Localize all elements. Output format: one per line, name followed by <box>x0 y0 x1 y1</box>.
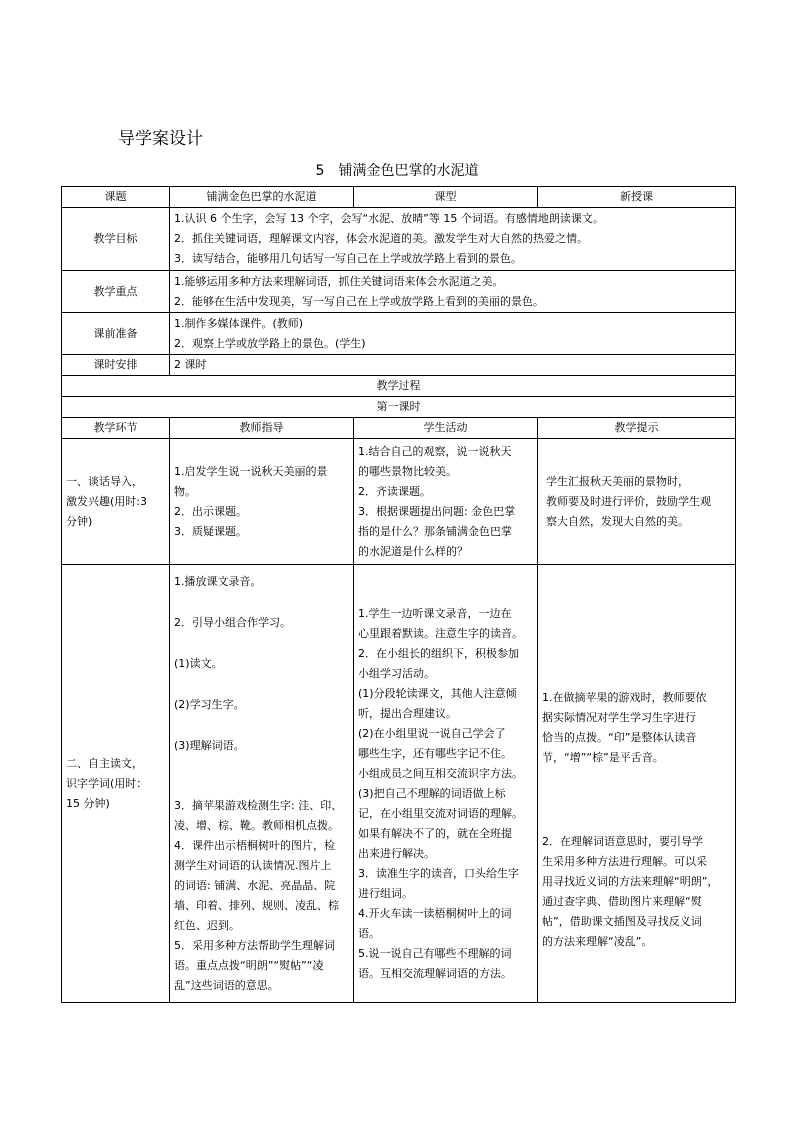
process-row <box>62 376 736 397</box>
text-line: 3．根据课题提出问题: 金色巴掌 <box>358 504 516 518</box>
text-line: 据实际情况对学生学习生字进行 <box>542 710 696 724</box>
type-label: 课型 <box>354 187 538 208</box>
text-line: 5．采用多种方法帮助学生理解词 <box>174 938 335 952</box>
lesson-plan-table <box>61 186 736 1003</box>
schedule-row <box>62 355 736 376</box>
col-header-stage: 教学环节 <box>62 418 170 439</box>
text-line: 学生汇报秋天美丽的景物时， <box>546 474 689 488</box>
text-line: 听，提出合理建议。 <box>358 707 457 720</box>
text-line: 2．能够在生活中发现美，写一写自己在上学或放学路上看到的美丽的景色。 <box>174 294 544 308</box>
goals-label: 教学目标 <box>62 208 170 271</box>
process-label: 教学过程 <box>62 376 736 397</box>
text-line: 1.播放课文录音。 <box>174 574 262 588</box>
topic-label: 课题 <box>62 187 170 208</box>
tip-cell-intro <box>538 439 736 565</box>
text-line: 4.开火车读一读梧桐树叶上的词 <box>358 907 512 920</box>
first-lesson-row <box>62 397 736 418</box>
col-header-student: 学生活动 <box>354 418 538 439</box>
text-line: 3．读写结合，能够用几句话写一写自己在上学或放学路上看到的景色。 <box>174 252 522 265</box>
tip-1 <box>542 688 731 768</box>
stage-row-reading <box>62 565 736 1003</box>
text-line: 恰当的点拨。“印”是整体认读音 <box>542 730 697 744</box>
text-line: 1.启发学生说一说秋天美丽的景 <box>174 464 328 478</box>
text-line: 1.能够运用多种方法来理解词语，抓住关键词语来体会水泥道之美。 <box>174 274 504 288</box>
teacher-step-2-3 <box>174 736 349 756</box>
text-line: 1.结合自己的观察，说一说秋天 <box>358 444 512 458</box>
text-line: 2．观察上学或放学路上的景色。(学生) <box>174 336 366 350</box>
text-line: 物。 <box>174 484 196 498</box>
col-header-tip: 教学提示 <box>538 418 736 439</box>
text-line: (2)在小组里说一说自己学会了 <box>358 727 506 740</box>
schedule-value: 2 课时 <box>170 355 736 376</box>
goals-row <box>62 208 736 271</box>
text-line: 墙、印着、排列、规则、凌乱、棕 <box>174 898 339 912</box>
stage-cell-intro <box>62 439 170 565</box>
text-line: 2．出示课题。 <box>174 504 247 518</box>
prep-label: 课前准备 <box>62 313 170 355</box>
text-line: 乱”这些词语的意思。 <box>174 978 279 992</box>
text-line: 帖”，借助课文插图及寻找反义词 <box>542 914 702 928</box>
text-line: 二、自主读文， <box>66 756 143 770</box>
student-cell-intro <box>354 439 538 565</box>
tip-cell-reading <box>538 565 736 1003</box>
text-line: 2．齐读课题。 <box>358 484 431 498</box>
lesson-title: 5 铺满金色巴掌的水泥道 <box>315 163 479 179</box>
text-line: 教师要及时进行评价，鼓励学生观 <box>546 494 711 508</box>
type-value: 新授课 <box>538 187 736 208</box>
text-line: 2．在小组长的组织下，积极参加 <box>358 647 519 660</box>
stage-row-intro <box>62 439 736 565</box>
text-line: 通过查字典、借助图片来理解“熨 <box>542 894 702 908</box>
first-lesson-label: 第一课时 <box>62 397 736 418</box>
text-line: 小组学习活动。 <box>358 667 435 680</box>
text-line: (1)分段轮读课文，其他人注意倾 <box>358 687 517 700</box>
text-line: 3．读准生字的读音，口头给生字 <box>358 867 519 880</box>
text-line: 3．摘苹果游戏检测生字: 洼、印、 <box>174 798 343 812</box>
focus-cell <box>170 271 736 313</box>
text-line: 语。 <box>358 927 380 940</box>
goals-cell <box>170 208 736 271</box>
text-line: 2．引导小组合作学习。 <box>174 615 291 629</box>
text-line: 凌、增、棕、靴。教师相机点拨。 <box>174 818 339 832</box>
text-line: 1.在做摘苹果的游戏时，教师要依 <box>542 690 707 704</box>
text-line: 4．课件出示梧桐树叶的图片，检 <box>174 838 335 852</box>
student-steps <box>358 604 533 984</box>
text-line: (3)把自己不理解的词语做上标 <box>358 787 506 800</box>
tip-2 <box>542 832 731 952</box>
prep-row <box>62 313 736 355</box>
text-line: 如果有解决不了的，就在全班提 <box>358 827 512 840</box>
stage-cell-reading <box>62 565 170 1003</box>
teacher-cell-intro <box>170 439 354 565</box>
text-line: 语。重点点拨“明朗”“熨帖”“凌 <box>174 958 324 972</box>
text-line: 测学生对词语的认读情况.图片上 <box>174 858 332 872</box>
text-line: 指的是什么？那条铺满金色巴掌 <box>358 524 512 538</box>
teacher-step-2-1 <box>174 654 349 674</box>
text-line: 记，在小组里交流对词语的理解。 <box>358 807 523 820</box>
text-line: 1.认识 6 个生字，会写 13 个字，会写“水泥、放晴”等 15 个词语。有感情地朗读课文。 <box>174 212 604 225</box>
teacher-step-1 <box>174 572 349 592</box>
topic-value: 铺满金色巴掌的水泥道 <box>170 187 354 208</box>
text-line: 2．抓住关键词语，理解课文内容，体会水泥道的美。激发学生对大自然的热爱之情。 <box>174 232 588 245</box>
focus-label: 教学重点 <box>62 271 170 313</box>
teacher-step-2-2 <box>174 695 349 715</box>
text-line: 红色、迟到。 <box>174 918 240 932</box>
text-line: 分钟) <box>66 514 93 528</box>
text-line: 的水泥道是什么样的？ <box>358 544 468 558</box>
text-line: 出来进行解决。 <box>358 847 435 860</box>
text-line: 哪些生字，还有哪些字记不住。 <box>358 747 512 760</box>
text-line: 节，“增”“棕”是平舌音。 <box>542 750 664 764</box>
text-line: 的哪些景物比较美。 <box>358 464 457 478</box>
topic-row <box>62 187 736 208</box>
teacher-cell-reading <box>170 565 354 1003</box>
text-line: 1.学生一边听课文录音，一边在 <box>358 607 512 620</box>
text-line: 语。互相交流理解词语的方法。 <box>358 967 512 980</box>
text-line: 一、谈话导入， <box>66 474 143 488</box>
text-line: 15 分钟) <box>66 796 110 810</box>
prep-cell <box>170 313 736 355</box>
text-line: 识字学词(用时： <box>66 776 148 790</box>
teacher-steps-3-5 <box>174 796 349 996</box>
text-line: 小组成员之间互相交流识字方法。 <box>358 767 523 780</box>
col-header-teacher: 教师指导 <box>170 418 354 439</box>
focus-row <box>62 271 736 313</box>
text-line: (2)学习生字。 <box>174 697 245 711</box>
text-line: 1.制作多媒体课件。(教师) <box>174 316 304 330</box>
text-line: 心里跟着默读。注意生字的读音。 <box>358 627 523 640</box>
text-line: 的词语: 铺满、水泥、亮晶晶、院 <box>174 878 336 892</box>
text-line: 生采用多种方法进行理解。可以采 <box>542 854 707 868</box>
text-line: 用寻找近义词的方法来理解“明朗”， <box>542 874 719 888</box>
text-line: 5.说一说自己有哪些不理解的词 <box>358 947 512 960</box>
document-title: 导学案设计 <box>118 129 203 149</box>
text-line: (3)理解词语。 <box>174 738 245 752</box>
text-line: 激发兴趣(用时:3 <box>66 494 147 508</box>
text-line: 3．质疑课题。 <box>174 524 247 538</box>
column-header-row <box>62 418 736 439</box>
text-line: 进行组词。 <box>358 887 413 900</box>
text-line: 的方法来理解“凌乱”。 <box>542 934 653 948</box>
text-line: (1)读文。 <box>174 656 223 670</box>
text-line: 2．在理解词语意思时，要引导学 <box>542 834 703 848</box>
teacher-step-2 <box>174 613 349 633</box>
schedule-label: 课时安排 <box>62 355 170 376</box>
student-cell-reading <box>354 565 538 1003</box>
text-line: 察大自然，发现大自然的美。 <box>546 514 689 528</box>
